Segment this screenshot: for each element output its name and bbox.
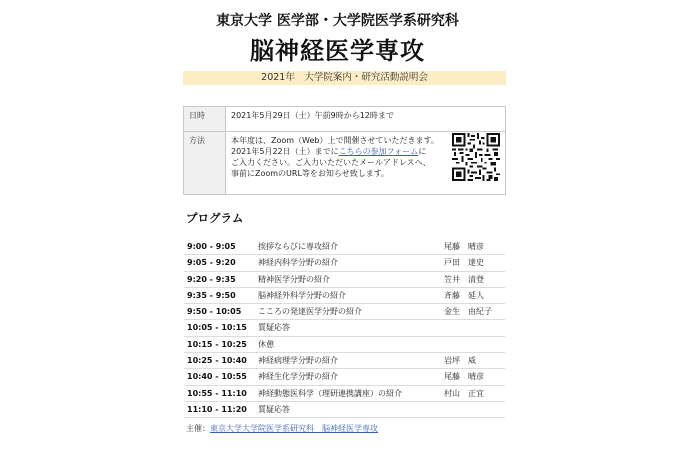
schedule-speaker: 村山 正宜 (444, 388, 484, 398)
date-value: 2021年5月29日（土）午前9時から12時まで (226, 107, 506, 132)
schedule-description: 神経内科学分野の紹介 (258, 258, 338, 268)
schedule-row (184, 272, 505, 288)
schedule-description: 脳神経外科学分野の紹介 (258, 290, 346, 300)
organizer-footer (186, 423, 378, 434)
schedule-row (184, 337, 505, 353)
schedule-time: 9:35 - 9:50 (187, 290, 236, 300)
schedule-description: 質疑応答 (258, 323, 290, 333)
schedule-row (184, 239, 505, 255)
schedule-row (184, 288, 505, 304)
department-heading: 東京大学 医学部・大学院医学系研究科 (216, 13, 459, 29)
schedule-speaker: 斉藤 延人 (444, 290, 484, 300)
schedule-row (184, 369, 505, 385)
method-label: 方法 (184, 132, 226, 195)
schedule-time: 9:50 - 10:05 (187, 307, 242, 317)
schedule-description: 精神医学分野の紹介 (258, 274, 330, 284)
schedule-description: 神経生化学分野の紹介 (258, 372, 338, 382)
organizer-prefix: 主催： (186, 424, 210, 433)
method-line-3: ご入力ください。ご入力いただいたメールアドレスへ、 (231, 158, 431, 167)
schedule-time: 10:40 - 10:55 (187, 372, 247, 382)
schedule-time: 10:25 - 10:40 (187, 356, 247, 366)
program-schedule (184, 239, 505, 418)
schedule-row (184, 402, 505, 418)
organizer-link[interactable]: 東京大学大学院医学系研究科 脳神経医学専攻 (210, 424, 378, 433)
schedule-description: 神経動態医科学（理研連携講座）の紹介 (258, 388, 402, 398)
date-label: 日時 (184, 107, 226, 132)
method-line-1: 本年度は、Zoom（Web）上で開催させていただきます。 (231, 136, 439, 145)
schedule-time: 11:10 - 11:20 (187, 404, 247, 414)
schedule-time: 9:00 - 9:05 (187, 242, 236, 251)
schedule-description: 休憩 (258, 339, 274, 349)
schedule-speaker: 尾藤 晴彦 (444, 242, 484, 251)
schedule-description: こころの発達医学分野の紹介 (258, 307, 362, 317)
schedule-row (184, 255, 505, 271)
schedule-time: 10:55 - 11:10 (187, 388, 247, 398)
schedule-row (184, 386, 505, 402)
qr-code-icon[interactable] (452, 133, 500, 181)
schedule-time: 9:05 - 9:20 (187, 258, 236, 268)
schedule-row (184, 353, 505, 369)
schedule-description: 挨拶ならびに専攻紹介 (258, 242, 338, 251)
schedule-speaker: 笠井 清登 (444, 274, 484, 284)
method-deadline: 2021年5月22日（土）までに (231, 147, 339, 156)
schedule-row (184, 304, 505, 320)
schedule-speaker: 岩坪 威 (444, 356, 476, 366)
method-line-4: 事前にZoomのURL等をお知らせ致します。 (231, 169, 390, 178)
schedule-speaker: 尾藤 晴彦 (444, 372, 484, 382)
schedule-description: 神経病理学分野の紹介 (258, 356, 338, 366)
schedule-time: 9:20 - 9:35 (187, 274, 236, 284)
date-row (184, 107, 506, 132)
schedule-time: 10:15 - 10:25 (187, 339, 247, 349)
schedule-speaker: 金生 由紀子 (444, 307, 492, 317)
schedule-description: 質疑応答 (258, 404, 290, 414)
program-title: プログラム (186, 211, 244, 225)
schedule-time: 10:05 - 10:15 (187, 323, 247, 333)
schedule-row (184, 320, 505, 336)
page-title: 脳神経医学専攻 (250, 37, 425, 65)
method-line-2-end: に (418, 147, 427, 156)
schedule-speaker: 戸田 達史 (444, 258, 484, 268)
event-banner: 2021年 大学院案内・研究活動説明会 (183, 71, 506, 85)
registration-form-link[interactable]: こちらの参加フォーム (338, 147, 419, 156)
